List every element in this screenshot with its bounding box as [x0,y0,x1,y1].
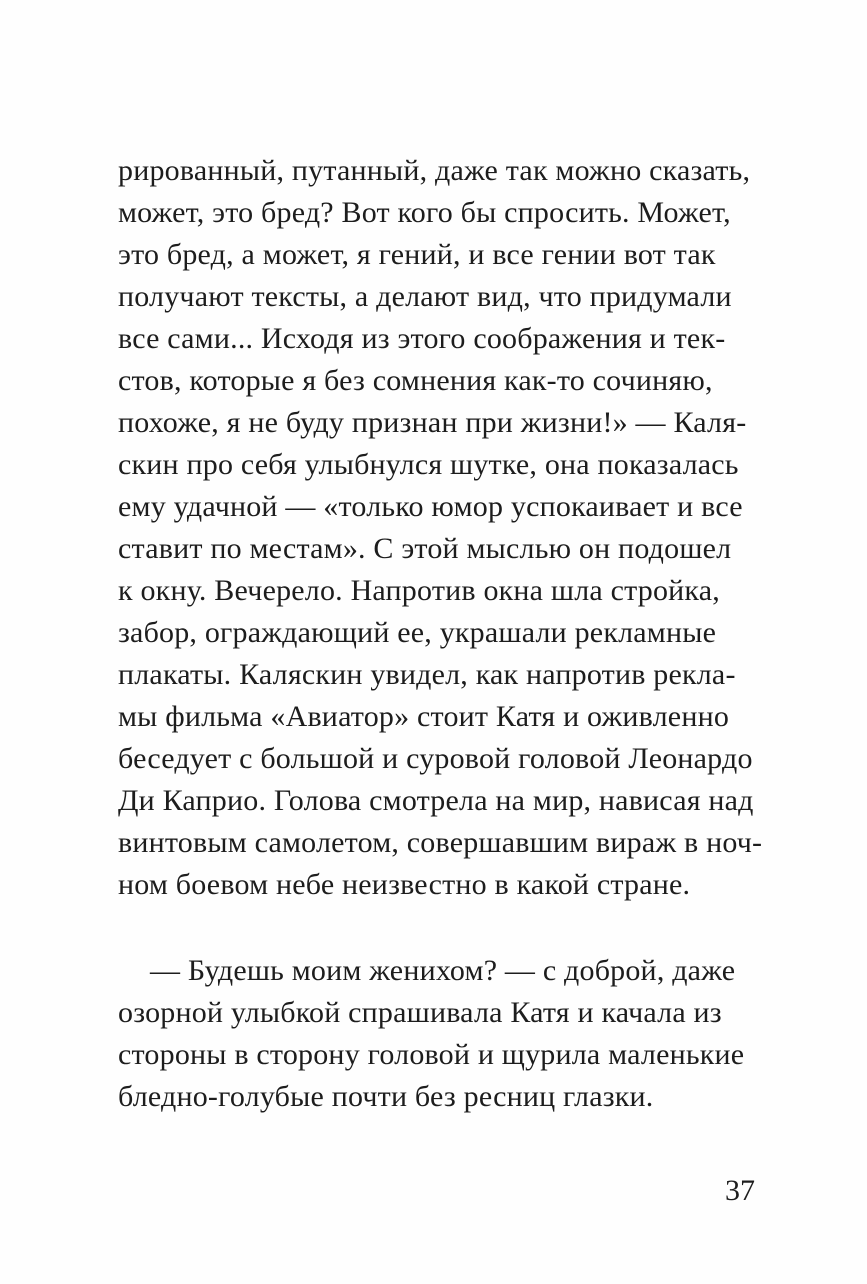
text-line: озорной улыбкой спрашивала Катя и качала из [118,996,722,1029]
text-line: бледно-голубые почти без ресниц глазки. [118,1080,654,1113]
text-line: все сами... Исходя из этого соображения и тек- [118,322,726,355]
page-number: 37 [725,1174,755,1207]
text-line: мы фильма «Авиатор» стоит Катя и оживленно [118,700,730,733]
text-line: ставит по местам». С этой мыслью он подошел [118,532,732,565]
paragraph-1 [118,150,778,906]
text-line: забор, ограждающий ее, украшали рекламные [118,616,717,649]
text-line: винтовым самолетом, совершавшим вираж в ноч- [118,826,763,859]
text-line: это бред, а может, я гений, и все гении вот так [118,238,716,271]
text-line: беседует с большой и суровой головой Леонардо [118,742,753,775]
text-line: может, это бред? Вот кого бы спросить. Может, [118,196,731,229]
text-line: похоже, я не буду признан при жизни!» — Каля- [118,406,747,439]
text-line: к окну. Вечерело. Напротив окна шла стройка, [118,574,720,607]
text-line: плакаты. Каляскин увидел, как напротив рекла- [118,658,736,691]
text-line: стов, которые я без сомнения как-то сочиняю, [118,364,713,397]
text-line: получают тексты, а делают вид, что придумали [118,280,732,313]
text-line: стороны в сторону головой и щурила маленькие [118,1038,745,1071]
text-line: скин про себя улыбнулся шутке, она показалась [118,448,739,481]
paragraph-2 [118,950,778,1118]
text-line: — Будешь моим женихом? — с доброй, даже [150,954,736,987]
text-line: ном боевом небе неизвестно в какой стране. [118,868,691,901]
text-block [118,150,778,1118]
text-line: рированный, путанный, даже так можно сказать, [118,154,751,187]
text-line: ему удачной — «только юмор успокаивает и все [118,490,743,523]
text-line: Ди Каприо. Голова смотрела на мир, нависая над [118,784,754,817]
